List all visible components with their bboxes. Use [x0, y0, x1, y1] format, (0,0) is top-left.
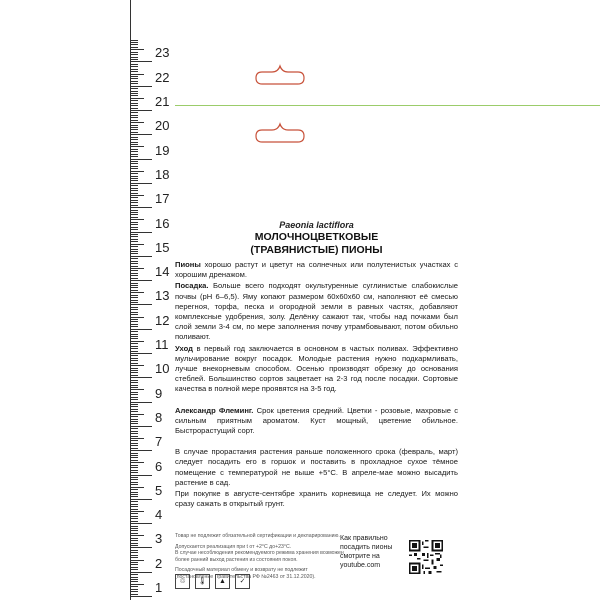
fine-print-line: В случае несоблюдения рекомендуемого режима хранения возможен более ранний выход растения из состояния покоя.	[175, 550, 344, 563]
ruler-mm-tick	[130, 64, 138, 65]
warning-icon: ▲	[215, 574, 230, 589]
ruler-mm-tick	[130, 540, 138, 541]
ruler-number: 21	[155, 94, 170, 109]
ruler-mm-tick	[130, 319, 138, 320]
ruler-mm-tick	[130, 202, 138, 203]
ruler-mm-tick	[130, 589, 138, 590]
ruler-number: 12	[155, 313, 170, 328]
ruler-mm-tick	[130, 560, 144, 561]
ruler-mm-tick	[130, 212, 138, 213]
eac-mark-icon: ✓	[235, 574, 250, 589]
ruler-mm-tick	[130, 492, 138, 493]
ruler-cm-tick	[130, 61, 152, 62]
ruler-mm-tick	[130, 482, 138, 483]
ruler-mm-tick	[130, 555, 138, 556]
paragraph-lead: Пионы	[175, 260, 201, 269]
ruler-mm-tick	[130, 552, 138, 553]
ruler-mm-tick	[130, 129, 138, 130]
ruler-cm-tick	[130, 110, 152, 111]
video-hint-line: посадить пионы	[340, 544, 393, 551]
ruler-mm-tick	[130, 406, 138, 407]
ruler-mm-tick	[130, 253, 138, 254]
ruler-mm-tick	[130, 261, 138, 262]
ruler-mm-tick	[130, 239, 138, 240]
paragraph-care	[175, 344, 458, 395]
ruler-mm-tick	[130, 336, 138, 337]
ruler-mm-tick	[130, 324, 138, 325]
ruler-mm-tick	[130, 219, 144, 220]
latin-name: Paeonia lactiflora	[279, 220, 354, 230]
ruler-mm-tick	[130, 348, 138, 349]
ruler-mm-tick	[130, 509, 138, 510]
ruler-mm-tick	[130, 241, 138, 242]
ruler-mm-tick	[130, 453, 138, 454]
instruction-text-block	[175, 220, 458, 510]
ruler-mm-tick	[130, 358, 138, 359]
ruler-mm-tick	[130, 197, 138, 198]
ruler-mm-tick	[130, 530, 138, 531]
ruler-mm-tick	[130, 137, 138, 138]
ruler-number: 18	[155, 167, 170, 182]
ruler-mm-tick	[130, 487, 144, 488]
ruler-mm-tick	[130, 521, 138, 522]
ruler-mm-tick	[130, 76, 138, 77]
ruler-mm-tick	[130, 511, 144, 512]
ruler-mm-tick	[130, 370, 138, 371]
fine-print-line: Допускается реализация при t от +2°С до+23°С.	[175, 543, 292, 550]
ruler-number: 20	[155, 118, 170, 133]
paragraph-body: в первый год заключается в основном в частых поливах. Эффективно мульчирование вокруг посадок. Молодые растения нужно подкармливать, лучше внекорневым способом. Осенью производят обрезку до основания стеблей. Большинство сортов зацветает на 2-3 год после посадки. Сортовые качества в полной мере проявятся на 3-5 год.	[175, 343, 458, 394]
ruler-mm-tick	[130, 577, 138, 578]
ruler-mm-tick	[130, 251, 138, 252]
ruler-mm-tick	[130, 229, 138, 230]
ruler-mm-tick	[130, 501, 138, 502]
ruler-mm-tick	[130, 526, 138, 527]
ruler-mm-tick	[130, 188, 138, 189]
ruler-mm-tick	[130, 142, 138, 143]
ruler-mm-tick	[130, 594, 138, 595]
ruler-mm-tick	[130, 217, 138, 218]
product-title	[175, 231, 458, 256]
paragraph-body: Срок цветения средний. Цветки - розовые, махровые с сильным приятным ароматом. Куст мощный, цветение обильное. Быстрорастущий сорт.	[175, 405, 458, 436]
recycle-icon: ♲	[175, 574, 190, 589]
paragraph-lead: Уход	[175, 343, 193, 353]
ruler-cm-tick	[130, 329, 152, 330]
ruler-mm-tick	[130, 397, 138, 398]
paragraph-body: Больше всего подходят окультуренные суглинистые слабокислые почвы (pH 6–6,5). Яму копают размером 60х60х60 см, наполняют её смесью перегноя, торфа, песка и огородной земли в равных частях, добавляют комплексные удобрения, золу. Делёнку сажают так, чтобы над почками был слой земли 3-4 см, по мере заполнения почву утрамбовывают, потом обильно поливают.	[175, 281, 458, 342]
hanger-slot-top	[256, 66, 304, 84]
ruler-mm-tick	[130, 341, 144, 342]
ruler-cm-tick	[130, 353, 152, 354]
ruler-mm-tick	[130, 472, 138, 473]
ruler-cm-tick	[130, 523, 152, 524]
ruler-mm-tick	[130, 569, 138, 570]
ruler-mm-tick	[130, 557, 138, 558]
ruler-mm-tick	[130, 47, 138, 48]
ruler-cm-tick	[130, 547, 152, 548]
ruler-cm-tick	[130, 596, 152, 597]
hanger-holes	[250, 62, 310, 157]
ruler-mm-tick	[130, 236, 138, 237]
ruler-number: 10	[155, 361, 170, 376]
ruler-mm-tick	[130, 545, 138, 546]
ruler-mm-tick	[130, 467, 138, 468]
ruler-mm-tick	[130, 564, 138, 565]
ruler-number: 4	[155, 507, 163, 522]
ruler-cm-tick	[130, 280, 152, 281]
ruler-mm-tick	[130, 127, 138, 128]
ruler-mm-tick	[130, 567, 138, 568]
ruler-mm-tick	[130, 108, 138, 109]
ruler-mm-tick	[130, 331, 138, 332]
fold-line	[175, 105, 600, 106]
ruler-cm-tick	[130, 304, 152, 305]
ruler-mm-tick	[130, 246, 138, 247]
ruler-mm-tick	[130, 125, 138, 126]
ruler-number: 11	[155, 337, 169, 352]
paragraph-storage: При покупке в августе-сентябре хранить корневища не следует. Их можно сразу сажать в открытый грунт.	[175, 489, 458, 509]
paragraph-variety	[175, 406, 458, 437]
ruler-number: 3	[155, 531, 163, 546]
ruler-mm-tick	[130, 268, 144, 269]
ruler-mm-tick	[130, 457, 138, 458]
ruler-mm-tick	[130, 93, 138, 94]
ruler-number: 22	[155, 70, 170, 85]
ruler-mm-tick	[130, 115, 138, 116]
ruler-mm-tick	[130, 122, 144, 123]
measuring-ruler	[130, 0, 175, 600]
ruler-mm-tick	[130, 120, 138, 121]
paragraph-planting	[175, 281, 458, 342]
ruler-mm-tick	[130, 57, 138, 58]
ruler-mm-tick	[130, 518, 138, 519]
ruler-number: 6	[155, 459, 163, 474]
ruler-mm-tick	[130, 438, 144, 439]
ruler-mm-tick	[130, 579, 138, 580]
fine-print-line: Посадочный материал обмену и возврату не подлежит	[175, 567, 308, 574]
fine-print-line: (постановление Правительства РФ №2463 от 31.12.2020).	[175, 573, 316, 580]
ruler-mm-tick	[130, 477, 138, 478]
ruler-mm-tick	[130, 292, 144, 293]
video-hint-line: смотрите на	[340, 553, 380, 560]
ruler-mm-tick	[130, 168, 138, 169]
ruler-mm-tick	[130, 528, 138, 529]
video-hint-line: Как правильно	[340, 535, 388, 542]
ruler-mm-tick	[130, 550, 138, 551]
ruler-mm-tick	[130, 462, 144, 463]
ruler-mm-tick	[130, 440, 138, 441]
ruler-mm-tick	[130, 314, 138, 315]
ruler-mm-tick	[130, 144, 138, 145]
ruler-cm-tick	[130, 450, 152, 451]
ruler-number: 23	[155, 45, 170, 60]
ruler-mm-tick	[130, 385, 138, 386]
ruler-mm-tick	[130, 312, 138, 313]
ruler-mm-tick	[130, 538, 138, 539]
ruler-mm-tick	[130, 105, 138, 106]
ruler-mm-tick	[130, 234, 138, 235]
ruler-mm-tick	[130, 81, 138, 82]
paragraph-lead: Александр Флеминг.	[175, 405, 254, 415]
ruler-mm-tick	[130, 423, 138, 424]
ruler-mm-tick	[130, 156, 138, 157]
ruler-mm-tick	[130, 200, 138, 201]
ruler-mm-tick	[130, 494, 138, 495]
ruler-mm-tick	[130, 263, 138, 264]
ruler-mm-tick	[130, 103, 138, 104]
ruler-mm-tick	[130, 161, 138, 162]
ruler-mm-tick	[130, 244, 144, 245]
ruler-cm-tick	[130, 256, 152, 257]
ruler-mm-tick	[130, 275, 138, 276]
ruler-mm-tick	[130, 372, 138, 373]
ruler-cm-tick	[130, 86, 152, 87]
ruler-mm-tick	[130, 334, 138, 335]
ruler-mm-tick	[130, 74, 144, 75]
ruler-cm-tick	[130, 159, 152, 160]
ruler-mm-tick	[130, 166, 138, 167]
ruler-mm-tick	[130, 95, 138, 96]
ruler-mm-tick	[130, 389, 144, 390]
ruler-mm-tick	[130, 54, 138, 55]
ruler-mm-tick	[130, 307, 138, 308]
ruler-mm-tick	[130, 443, 138, 444]
ruler-mm-tick	[130, 375, 138, 376]
ruler-mm-tick	[130, 266, 138, 267]
ruler-mm-tick	[130, 139, 138, 140]
ruler-mm-tick	[130, 176, 138, 177]
ruler-mm-tick	[130, 506, 138, 507]
ruler-mm-tick	[130, 214, 138, 215]
ruler-mm-tick	[130, 419, 138, 420]
ruler-number: 13	[155, 288, 170, 303]
ruler-mm-tick	[130, 479, 138, 480]
ruler-mm-tick	[130, 392, 138, 393]
ruler-mm-tick	[130, 448, 138, 449]
ruler-mm-tick	[130, 431, 138, 432]
ruler-mm-tick	[130, 416, 138, 417]
ruler-number: 5	[155, 483, 163, 498]
ruler-mm-tick	[130, 44, 138, 45]
ruler-number: 2	[155, 556, 163, 571]
ruler-mm-tick	[130, 513, 138, 514]
ruler-number: 1	[155, 580, 163, 595]
ruler-mm-tick	[130, 409, 138, 410]
ruler-number: 14	[155, 264, 170, 279]
ruler-cm-tick	[130, 426, 152, 427]
ruler-mm-tick	[130, 42, 138, 43]
ruler-number: 15	[155, 240, 170, 255]
ruler-cm-tick	[130, 475, 152, 476]
temperature-icon: 🌡	[195, 574, 210, 589]
ruler-mm-tick	[130, 338, 138, 339]
title-line-1: МОЛОЧНОЦВЕТКОВЫЕ	[254, 231, 379, 243]
ruler-mm-tick	[130, 163, 138, 164]
ruler-mm-tick	[130, 484, 138, 485]
ruler-mm-tick	[130, 363, 138, 364]
ruler-mm-tick	[130, 317, 144, 318]
ruler-mm-tick	[130, 380, 138, 381]
ruler-mm-tick	[130, 295, 138, 296]
ruler-mm-tick	[130, 59, 138, 60]
ruler-mm-tick	[130, 190, 138, 191]
ruler-mm-tick	[130, 297, 138, 298]
ruler-mm-tick	[130, 69, 138, 70]
ruler-mm-tick	[130, 205, 138, 206]
ruler-mm-tick	[130, 591, 138, 592]
ruler-mm-tick	[130, 355, 138, 356]
ruler-mm-tick	[130, 285, 138, 286]
video-hint-line: youtube.com	[340, 562, 381, 569]
ruler-mm-tick	[130, 258, 138, 259]
ruler-mm-tick	[130, 71, 138, 72]
paragraph-body: хорошо растут и цветут на солнечных или полутенистых участках с хорошим дренажом.	[175, 260, 458, 280]
ruler-mm-tick	[130, 387, 138, 388]
ruler-mm-tick	[130, 504, 138, 505]
ruler-mm-tick	[130, 368, 138, 369]
ruler-mm-tick	[130, 91, 138, 92]
ruler-mm-tick	[130, 290, 138, 291]
ruler-cm-tick	[130, 183, 152, 184]
ruler-mm-tick	[130, 185, 138, 186]
ruler-mm-tick	[130, 210, 138, 211]
ruler-mm-tick	[130, 100, 138, 101]
ruler-mm-tick	[130, 445, 138, 446]
ruler-mm-tick	[130, 489, 138, 490]
ruler-mm-tick	[130, 132, 138, 133]
ruler-mm-tick	[130, 365, 144, 366]
hanger-slot-bottom	[256, 124, 304, 142]
ruler-mm-tick	[130, 584, 144, 585]
ruler-mm-tick	[130, 516, 138, 517]
ruler-mm-tick	[130, 360, 138, 361]
ruler-mm-tick	[130, 300, 138, 301]
ruler-mm-tick	[130, 40, 138, 41]
ruler-number: 19	[155, 143, 170, 158]
ruler-mm-tick	[130, 278, 138, 279]
ruler-mm-tick	[130, 171, 144, 172]
ruler-mm-tick	[130, 151, 138, 152]
ruler-mm-tick	[130, 455, 138, 456]
ruler-mm-tick	[130, 562, 138, 563]
ruler-mm-tick	[130, 496, 138, 497]
ruler-mm-tick	[130, 535, 144, 536]
ruler-mm-tick	[130, 78, 138, 79]
ruler-mm-tick	[130, 346, 138, 347]
ruler-mm-tick	[130, 433, 138, 434]
ruler-mm-tick	[130, 343, 138, 344]
ruler-cm-tick	[130, 499, 152, 500]
ruler-mm-tick	[130, 421, 138, 422]
ruler-mm-tick	[130, 574, 138, 575]
ruler-mm-tick	[130, 470, 138, 471]
ruler-mm-tick	[130, 193, 138, 194]
paragraph-lead: Посадка.	[175, 281, 209, 291]
ruler-mm-tick	[130, 154, 138, 155]
ruler-mm-tick	[130, 227, 138, 228]
ruler-cm-tick	[130, 377, 152, 378]
ruler-mm-tick	[130, 112, 138, 113]
ruler-mm-tick	[130, 428, 138, 429]
ruler-mm-tick	[130, 321, 138, 322]
ruler-cm-tick	[130, 134, 152, 135]
ruler-mm-tick	[130, 411, 138, 412]
ruler-mm-tick	[130, 436, 138, 437]
ruler-mm-tick	[130, 302, 138, 303]
ruler-mm-tick	[130, 326, 138, 327]
title-line-2: (ТРАВЯНИСТЫЕ) ПИОНЫ	[250, 243, 383, 256]
ruler-mm-tick	[130, 224, 138, 225]
ruler-mm-tick	[130, 465, 138, 466]
ruler-number: 9	[155, 386, 163, 401]
ruler-mm-tick	[130, 270, 138, 271]
ruler-mm-tick	[130, 543, 138, 544]
ruler-cm-tick	[130, 232, 152, 233]
ruler-mm-tick	[130, 249, 138, 250]
ruler-mm-tick	[130, 52, 138, 53]
ruler-mm-tick	[130, 180, 138, 181]
ruler-mm-tick	[130, 460, 138, 461]
qr-code[interactable]	[409, 540, 443, 574]
ruler-mm-tick	[130, 586, 138, 587]
ruler-mm-tick	[130, 404, 138, 405]
ruler-number: 16	[155, 216, 170, 231]
ruler-cm-tick	[130, 207, 152, 208]
ruler-mm-tick	[130, 146, 144, 147]
ruler-mm-tick	[130, 394, 138, 395]
ruler-number: 17	[155, 191, 170, 206]
ruler-cm-tick	[130, 402, 152, 403]
ruler-mm-tick	[130, 399, 138, 400]
ruler-mm-tick	[130, 149, 138, 150]
ruler-mm-tick	[130, 66, 138, 67]
ruler-mm-tick	[130, 117, 138, 118]
ruler-mm-tick	[130, 222, 138, 223]
ruler-mm-tick	[130, 98, 144, 99]
ruler-mm-tick	[130, 309, 138, 310]
ruler-mm-tick	[130, 83, 138, 84]
ruler-mm-tick	[130, 287, 138, 288]
ruler-mm-tick	[130, 581, 138, 582]
ruler-number: 7	[155, 434, 163, 449]
ruler-mm-tick	[130, 533, 138, 534]
package-symbols	[175, 574, 250, 590]
paragraph-peonies	[175, 260, 458, 280]
ruler-mm-tick	[130, 173, 138, 174]
ruler-mm-tick	[130, 178, 138, 179]
ruler-mm-tick	[130, 273, 138, 274]
ruler-mm-tick	[130, 283, 138, 284]
ruler-mm-tick	[130, 414, 144, 415]
ruler-mm-tick	[130, 351, 138, 352]
ruler-mm-tick	[130, 88, 138, 89]
ruler-mm-tick	[130, 195, 144, 196]
ruler-number: 8	[155, 410, 163, 425]
ruler-cm-tick	[130, 572, 152, 573]
ruler-mm-tick	[130, 382, 138, 383]
fine-print-line: Товар не подлежит обязательной сертификации и декларированию.	[175, 533, 340, 539]
ruler-mm-tick	[130, 49, 144, 50]
paragraph-early-sprouting: В случае прорастания растения раньше положенного срока (февраль, март) следует посадить его в горшок и поставить в прохладное сухое тёмное помещение с температурой не выше +5°С. В апреле-мае можно высадить растение в сад.	[175, 447, 458, 487]
